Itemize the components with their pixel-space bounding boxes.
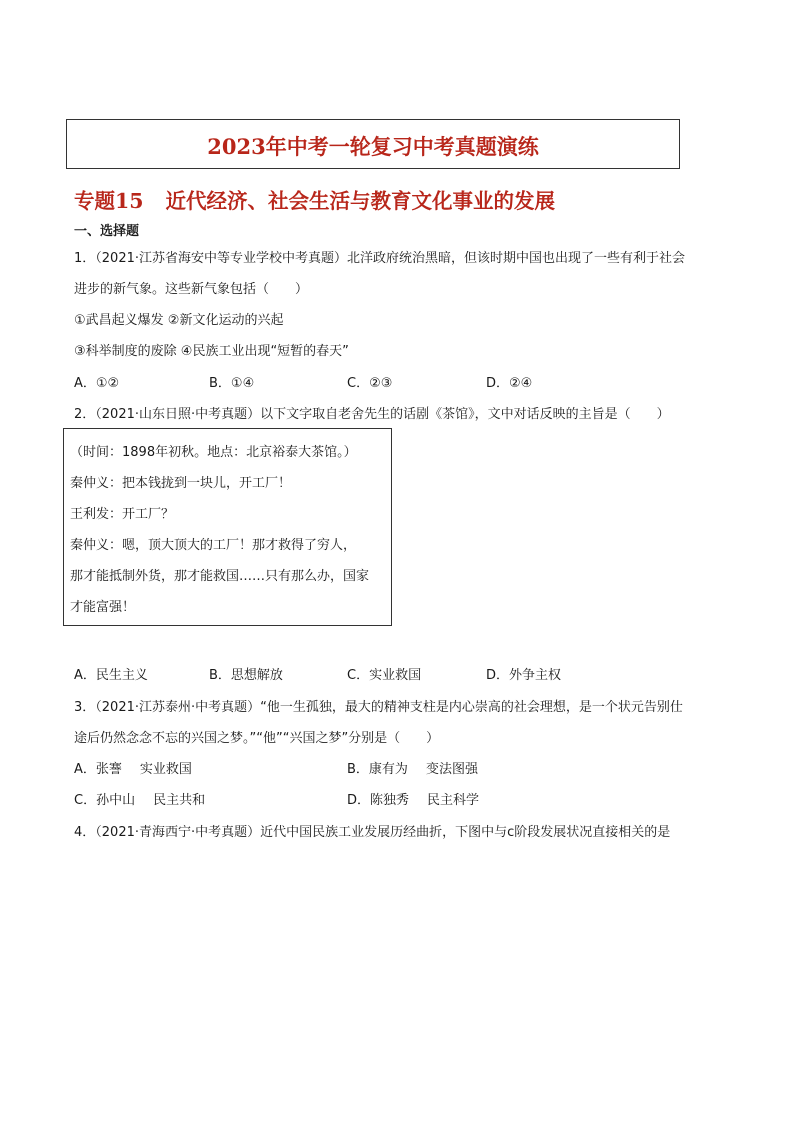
quote-line: 才能富强！: [70, 600, 136, 615]
q2-option-d[interactable]: D．外争主权: [486, 668, 562, 683]
q2-option-c[interactable]: C．实业救国: [347, 668, 422, 683]
option-person: 张謇: [95, 762, 122, 777]
option-idea: 变法图强: [425, 762, 478, 777]
quote-line: 那才能抵制外货，那才能救国……只有那么办，国家: [70, 569, 370, 584]
topic-number: 专题15: [74, 189, 144, 213]
q1-option-b[interactable]: B．①④: [209, 376, 255, 391]
section-heading: 一、选择题: [74, 224, 140, 239]
option-letter: C．: [74, 793, 97, 808]
option-person: 陈独秀: [370, 793, 410, 808]
q1-item-line1: ①武昌起义爆发 ②新文化运动的兴起: [74, 313, 284, 328]
option-letter: B．: [347, 762, 369, 777]
q4-stem: 4．（2021·青海西宁·中考真题）近代中国民族工业发展历经曲折，下图中与c阶段发展状况直接相关的是: [74, 825, 671, 840]
page-title: 2023年中考一轮复习中考真题演练: [207, 134, 539, 159]
q2-stem: 2．（2021·山东日照·中考真题）以下文字取自老舍先生的话剧《茶馆》，文中对话反映的主旨是（ ）: [74, 407, 670, 422]
q3-option-a[interactable]: [74, 758, 192, 777]
option-person: 孙中山: [96, 793, 136, 808]
title-box: [66, 119, 680, 169]
quote-line: 秦仲义：嗯，顶大顶大的工厂！那才救得了穷人，: [70, 538, 357, 553]
q3-option-d[interactable]: [347, 789, 479, 808]
q3-stem-line2: 途后仍然念念不忘的兴国之梦。”“他”“兴国之梦”分别是（ ）: [74, 731, 440, 746]
option-letter: D．: [347, 793, 371, 808]
q2-quote-box: [63, 428, 392, 626]
quote-line: 秦仲义：把本钱拢到一块儿，开工厂！: [70, 476, 292, 491]
option-idea: 实业救国: [139, 762, 192, 777]
q2-option-a[interactable]: A．民生主义: [74, 668, 148, 683]
q1-option-a[interactable]: A．①②: [74, 376, 120, 391]
option-letter: A．: [74, 762, 96, 777]
quote-line: 王利发：开工厂？: [70, 507, 175, 522]
q1-stem-line1: 1．（2021·江苏省海安中等专业学校中考真题）北洋政府统治黑暗，但该时期中国也出现了一些有利于社会: [74, 251, 685, 266]
quote-line: （时间：1898年初秋。地点：北京裕泰大茶馆。）: [70, 445, 357, 460]
q1-stem-line2: 进步的新气象。这些新气象包括（ ）: [74, 282, 309, 297]
q1-option-d[interactable]: D．②④: [486, 376, 533, 391]
q1-option-c[interactable]: C．②③: [347, 376, 393, 391]
q1-item-line2: ③科举制度的废除 ④民族工业出现“短暂的春天”: [74, 344, 349, 359]
q3-option-c[interactable]: [74, 789, 205, 808]
option-idea: 民主共和: [153, 793, 206, 808]
q3-stem-line1: 3．（2021·江苏泰州·中考真题）“他一生孤独，最大的精神支柱是内心崇高的社会理想，是一个状元告别仕: [74, 700, 683, 715]
option-idea: 民主科学: [427, 793, 480, 808]
topic-name: 近代经济、社会生活与教育文化事业的发展: [165, 189, 556, 213]
topic-heading: [74, 184, 555, 214]
option-person: 康有为: [368, 762, 408, 777]
q2-option-b[interactable]: B．思想解放: [209, 668, 283, 683]
q3-option-b[interactable]: [347, 758, 478, 777]
